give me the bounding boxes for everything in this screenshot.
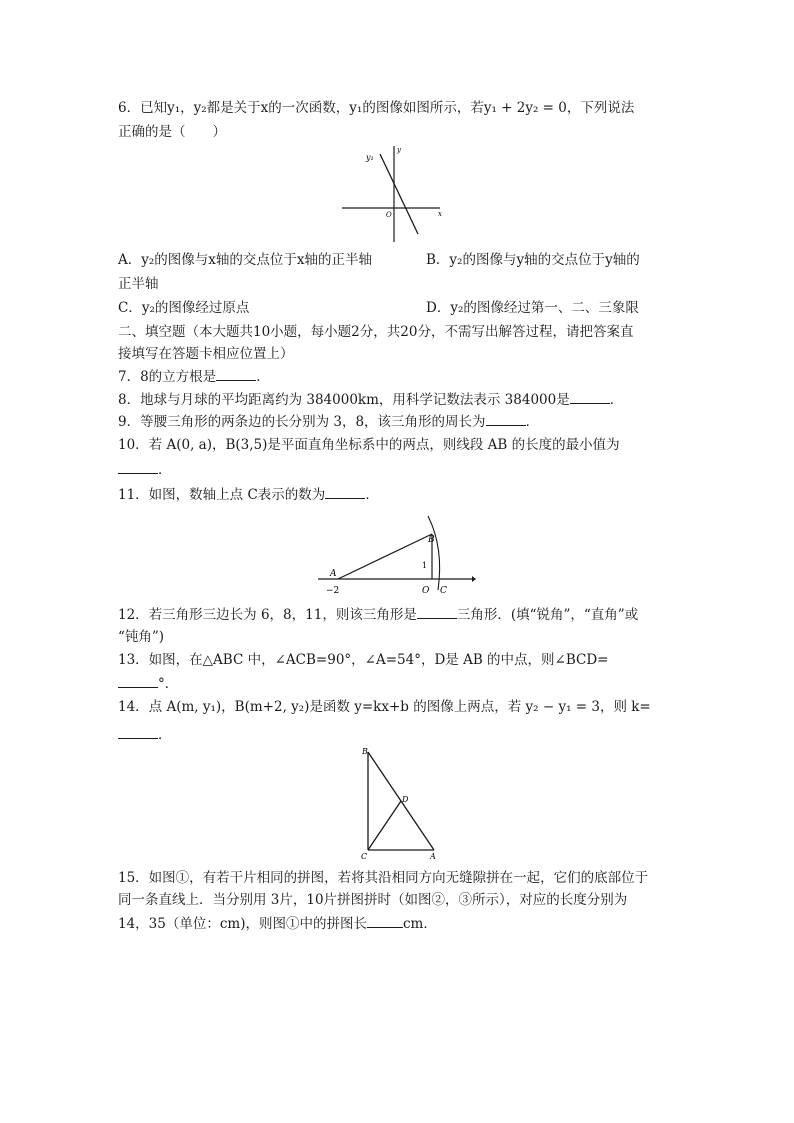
q13-line2	[118, 673, 678, 694]
q8	[118, 389, 678, 410]
q9-text: 9．等腰三角形的两条边的长分别为 3，8，该三角形的周长为	[118, 414, 486, 430]
q11-text: 11．如图，数轴上点 C表示的数为	[118, 487, 326, 503]
q14-label-c: C	[361, 852, 368, 861]
q6-label-y1: y₁	[366, 153, 374, 162]
q14-segment-cd	[368, 801, 401, 850]
q14-answer-blank[interactable]	[118, 724, 158, 739]
q14-line2	[118, 724, 678, 745]
q11-answer-blank[interactable]	[325, 484, 365, 499]
q7	[118, 366, 678, 387]
q8-answer-blank[interactable]	[570, 389, 610, 404]
q6-label-y: y	[397, 146, 401, 154]
q14-post: ．	[158, 727, 172, 743]
q11-arrow-icon	[472, 576, 476, 582]
q11-label-o: O	[422, 586, 430, 596]
q9-answer-blank[interactable]	[486, 411, 526, 426]
q6-label-o: O	[386, 211, 392, 219]
q13-post: °．	[158, 676, 179, 692]
q11-post: ．	[365, 487, 379, 503]
q6-option-d: D．y₂的图像经过第一、二、三象限	[426, 300, 639, 316]
q14-triangle-figure	[356, 744, 446, 862]
q14-line1: 14．点 A(m, y₁)，B(m+2, y₂)是函数 y=kx+b 的图像上两点，若 y₂ − y₁ = 3，则 k=	[118, 699, 651, 715]
q14-label-d: D	[402, 795, 409, 804]
q7-answer-blank[interactable]	[216, 366, 256, 381]
q11	[118, 484, 678, 505]
q10-answer-blank[interactable]	[118, 459, 158, 474]
q9-post: ．	[525, 414, 540, 430]
q12-post: 三角形．(填“锐角”，“直角”或	[456, 607, 639, 623]
q6-line1: 6．已知y₁，y₂都是关于x的一次函数，y₁的图像如图所示，若y₁ + 2y₂ = 0，下列说法	[118, 100, 635, 116]
q12-line1	[118, 604, 678, 625]
q8-text: 8．地球与月球的平均距离约为 384000km，用科学记数法表示 384000是	[118, 392, 570, 408]
q10-post: ．	[158, 462, 172, 478]
q6-line-y1	[380, 154, 418, 234]
q13-answer-blank[interactable]	[118, 673, 158, 688]
q15-line1: 15．如图①，有若干片相同的拼图，若将其沿相同方向无缝隙拼在一起，它们的底部位于	[118, 870, 649, 886]
q15-line2: 同一条直线上．当分别用 3片，10片拼图拼时（如图②，③所示），对应的长度分别为	[118, 892, 628, 908]
q15-line3	[118, 913, 678, 934]
q6-option-b-cont: 正半轴	[118, 276, 159, 292]
q10-line2	[118, 459, 678, 480]
q11-number-line-figure	[316, 506, 476, 598]
q6-options-cd	[118, 298, 678, 318]
q7-post: ．	[256, 369, 270, 385]
q14-label-b: B	[362, 747, 368, 756]
q14-label-a: A	[430, 852, 436, 861]
q11-label-1: 1	[422, 561, 428, 570]
q10-line1: 10．若 A(0, a)，B(3,5)是平面直角坐标系中的两点，则线段 AB 的长度的最小值为	[118, 437, 620, 453]
q11-segment-ab	[338, 534, 432, 579]
q11-label-b: B	[428, 535, 435, 545]
q6-option-c: C．y₂的图像经过原点	[118, 300, 250, 316]
section2-heading-line1: 二、填空题（本大题共10小题，每小题2分，共20分，不需写出解答过程，请把答案直	[118, 324, 634, 340]
q12-text: 12．若三角形三边长为 6，8，11，则该三角形是	[118, 607, 417, 623]
q15-post: cm．	[403, 916, 437, 932]
q6-graph-figure	[338, 142, 448, 244]
q6-option-b: B．y₂的图像与y轴的交点位于y轴的	[426, 252, 640, 268]
q11-label-minus2: −2	[326, 586, 340, 596]
q12-line2: “钝角”)	[118, 629, 165, 645]
q9	[118, 411, 678, 432]
q8-post: ．	[609, 392, 624, 408]
q6-option-a: A．y₂的图像与x轴的交点位于x轴的正半轴	[118, 252, 373, 268]
section2-heading-line2: 接填写在答题卡相应位置上）	[118, 346, 294, 362]
q13-line1: 13．如图，在△ABC 中，∠ACB=90°，∠A=54°，D是 AB 的中点，则∠BCD=	[118, 652, 609, 668]
q6-label-x: x	[438, 210, 442, 218]
q11-label-a: A	[330, 569, 337, 579]
q12-answer-blank[interactable]	[417, 604, 457, 619]
q11-label-c: C	[440, 586, 447, 596]
q6-options-ab	[118, 250, 678, 270]
q15-text: 14，35（单位：cm)，则图①中的拼图长	[118, 916, 367, 932]
q6-line2: 正确的是（ ）	[118, 124, 226, 140]
q7-text: 7．8的立方根是	[118, 369, 217, 385]
q15-answer-blank[interactable]	[367, 913, 403, 928]
